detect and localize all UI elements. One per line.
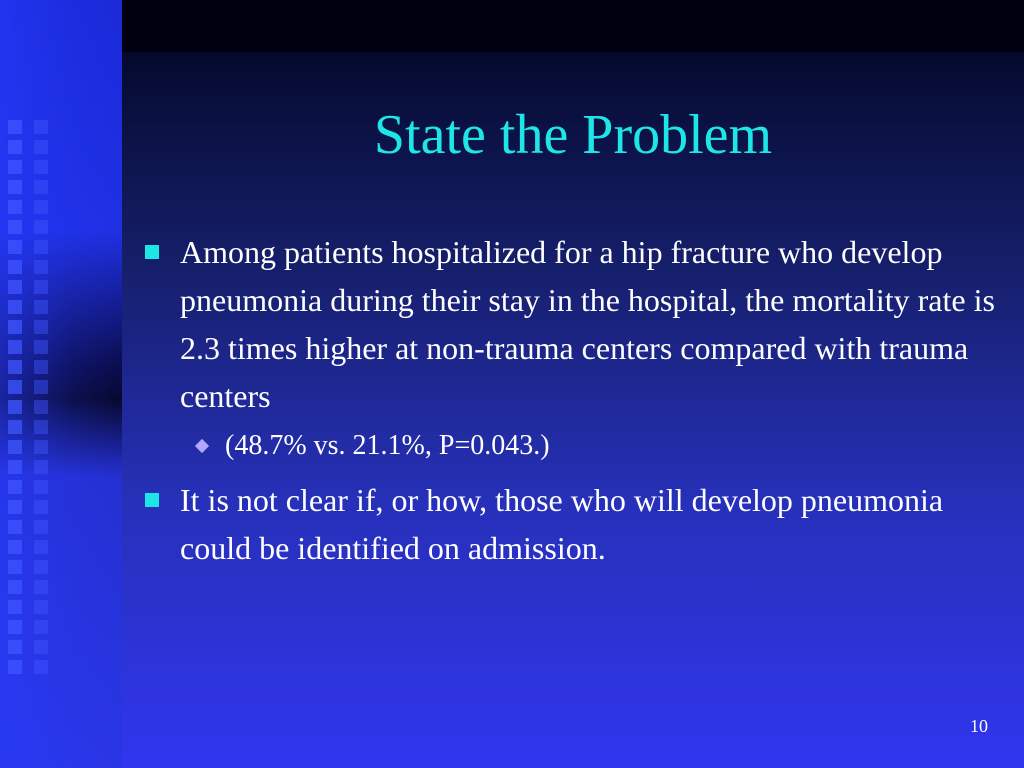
decorative-square [34,220,48,234]
decorative-square [8,220,22,234]
decorative-square [34,280,48,294]
diamond-bullet-icon [195,439,209,453]
bullet-text: Among patients hospitalized for a hip fracture who develop pneumonia during their stay in the hospital, the mortality rate is 2.3 times higher at non-trauma centers compared with trauma centers [180,234,995,414]
top-dark-bar [122,0,1024,52]
decorative-square [8,400,22,414]
decorative-square [34,380,48,394]
decorative-square [34,360,48,374]
decorative-square [8,260,22,274]
decorative-square [34,320,48,334]
decorative-square [8,500,22,514]
decorative-square [34,200,48,214]
decorative-square [8,420,22,434]
decorative-square [34,140,48,154]
square-bullet-icon [145,493,159,507]
decorative-square [8,540,22,554]
decorative-square [34,660,48,674]
decorative-square [34,420,48,434]
decorative-square [34,520,48,534]
decorative-square [8,580,22,594]
decorative-square [34,400,48,414]
decorative-square [34,560,48,574]
decorative-square [34,240,48,254]
decorative-square [8,560,22,574]
sub-bullet-text: (48.7% vs. 21.1%, P=0.043.) [225,430,550,461]
bullet-item [145,476,1005,572]
decorative-square [34,640,48,654]
decorative-square [8,660,22,674]
decorative-square [34,460,48,474]
decorative-square [8,620,22,634]
bullet-item [145,228,1005,420]
sub-bullet-item [195,424,1005,468]
decorative-square [34,580,48,594]
decorative-square [8,140,22,154]
decorative-square [34,180,48,194]
decorative-square [34,120,48,134]
left-decorative-band [0,0,122,768]
slide-body [145,228,1005,578]
decorative-square [34,440,48,454]
decorative-square [8,520,22,534]
decorative-square [8,640,22,654]
decorative-square [34,600,48,614]
decorative-square [8,380,22,394]
bullet-text: It is not clear if, or how, those who will develop pneumonia could be identified on admission. [180,482,944,566]
decorative-square [8,440,22,454]
decorative-square [34,300,48,314]
decorative-square [8,360,22,374]
decorative-square [34,160,48,174]
decorative-square [8,460,22,474]
decorative-square [8,200,22,214]
decorative-square [8,320,22,334]
decorative-square [8,480,22,494]
decorative-square [8,160,22,174]
decorative-squares-column [34,120,48,680]
decorative-square [8,280,22,294]
decorative-square [8,180,22,194]
decorative-square [34,540,48,554]
decorative-square [8,240,22,254]
slide-title: State the Problem [373,104,773,166]
decorative-square [8,340,22,354]
decorative-square [34,480,48,494]
square-bullet-icon [145,245,159,259]
decorative-square [34,620,48,634]
decorative-square [8,300,22,314]
decorative-square [34,340,48,354]
page-number: 10 [970,716,988,736]
decorative-square [8,120,22,134]
decorative-square [34,260,48,274]
decorative-square [8,600,22,614]
decorative-squares-column [8,120,22,680]
decorative-square [34,500,48,514]
